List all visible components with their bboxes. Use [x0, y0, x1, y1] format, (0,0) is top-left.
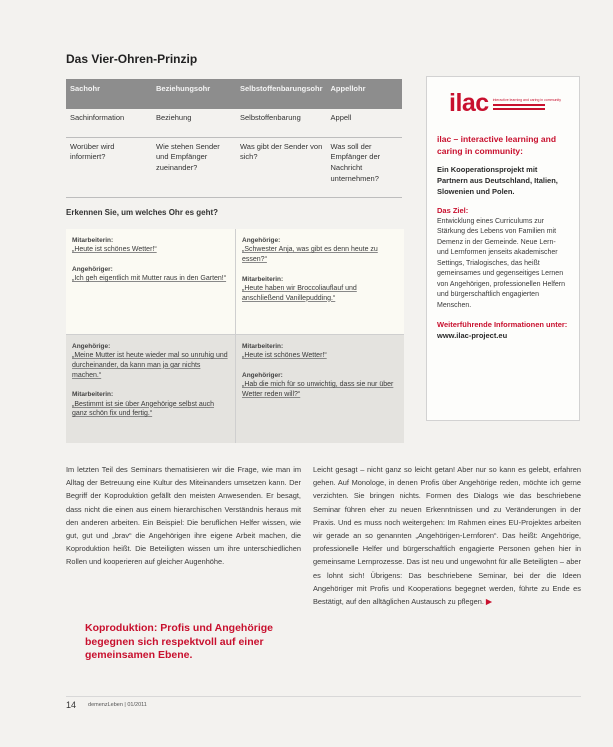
table-cell: Was gibt der Sender von sich?	[236, 137, 327, 197]
dialog-speaker: Mitarbeiterin:	[72, 391, 114, 399]
ilac-logo-bars	[493, 98, 561, 110]
goal-text: Entwicklung eines Curriculums zur Stärkung des Lebens von Familien mit Demenz in der Gemeinde. Neue Lern- und Lernformen jenseits akademischer Settings, Trialogisches, das heißt gemeinsames und gegenseitiges Lernen von Angehörigen, professionellen Helfern und bürgerschaftlich engagierten Menschen.	[437, 217, 566, 309]
dialog-quote: „Heute ist schönes Wetter!“	[72, 246, 157, 254]
dialog-box	[66, 229, 235, 334]
table-cell: Wie stehen Sender und Empfänger zueinander?	[152, 137, 236, 197]
table-header-cell: Beziehungsohr	[152, 79, 236, 109]
table-cell: Was soll der Empfänger der Nachricht unternehmen?	[327, 137, 402, 197]
dialog-quote: „Heute haben wir Broccoliauflauf und anschließend Vanillepudding.“	[242, 284, 357, 302]
dialog-box	[235, 229, 404, 334]
publication-name: demenzLeben | 01/2011	[88, 702, 147, 708]
ilac-info-box	[426, 76, 580, 421]
ilac-logo	[449, 91, 569, 116]
table-header-cell: Sachohr	[66, 79, 152, 109]
dialog-quote: „Ich geh eigentlich mit Mutter raus in den Garten!“	[72, 274, 227, 282]
dialog-box	[66, 334, 235, 443]
table-cell: Sachinformation	[66, 109, 152, 137]
dialog-speaker: Mitarbeiterin:	[242, 275, 284, 283]
dialog-speaker: Angehöriger:	[72, 265, 113, 273]
dialog-speaker: Angehörige:	[72, 343, 111, 350]
page-title: Das Vier-Ohren-Prinzip	[66, 52, 198, 66]
body-text-right-content: Leicht gesagt – nicht ganz so leicht getan! Aber nur so kann es gelebt, erfahren gehen. Auf Monologe, in denen Profis über Angehörige reden, möchte ich gerne verzichten. Sie bringen nichts. Formen des Dialogs wie das beschriebene Seminar führen eher zu neuen Erkenntnissen und zu Veränderungen in der Praxis. Und es muss noch weitergehen: Im Rahmen eines EU-Projektes arbeiten wir gerade an so genannten „Angehörigen-Lernforen“. Das heißt: Angehörige, professionelle Helfer und bürgerschaftlich engagierte Personen gehen hier in gemeinsame Lernprozesse. Das ist neu und ungewohnt für alle Beteiligten – aber es lohnt sich! Übrigens: Das beschriebene Seminar, bei der die Ideen Angehöriger mit Profis und Kooperations begegnet werden, führte zu Ende es Bestätigt, auf den alltäglichen Austausch zu pflegen.	[313, 465, 581, 607]
body-text-left: Im letzten Teil des Seminars thematisieren wir die Frage, wie man im Alltag der Betreuung eine Kultur des Miteinanders umsetzen kann. Der Begriff der Koproduktion gefällt den meisten Anwesenden. Er besagt, dass nicht die einen aus einem hierarchischen Verständnis heraus mit den anderen arbeiten. Ein Beispiel: Die beruflichen Helfer wissen, wie gut, gut und „brav“ die Angehörigen ihre eigene Arbeit machen, die Koproduktion heißt. Die Beteiligten wissen um ihre unterschiedlichen Rollen und kooperieren auf gleicher Augenhöhe.	[66, 465, 301, 567]
table-header-cell: Selbstoffenbarungsohr	[236, 79, 327, 109]
dialog-quote: „Bestimmt ist sie über Angehörige selbst auch ganz schön fix und fertig.“	[72, 400, 215, 418]
dialog-speaker: Mitarbeiterin:	[72, 237, 114, 244]
page-number: 14	[66, 700, 77, 710]
table-cell: Beziehung	[152, 109, 236, 137]
table-cell: Worüber wird informiert?	[66, 137, 152, 197]
table-cell: Appell	[327, 109, 402, 137]
end-mark-icon: ▶	[486, 597, 492, 607]
body-text-right	[313, 463, 581, 608]
box-title: ilac – interactive learning and caring in community:	[437, 134, 557, 156]
dialog-speaker: Angehöriger:	[242, 371, 283, 379]
goal-heading: Das Ziel:	[437, 206, 469, 216]
table-header-cell: Appellohr	[327, 79, 402, 109]
quiz-question: Erkennen Sie, um welches Ohr es geht?	[66, 208, 219, 217]
dialog-grid	[66, 229, 404, 443]
dialog-speaker: Mitarbeiterin:	[242, 343, 284, 350]
dialog-quote: „Schwester Anja, was gibt es denn heute zu essen?“	[242, 246, 378, 263]
dialog-quote: „Meine Mutter ist heute wieder mal so unruhig und durcheinander, da kann man ja gar nichts machen.“	[72, 352, 228, 379]
footer-divider	[66, 696, 581, 697]
table-row	[66, 109, 402, 137]
ilac-logo-word: ilac	[449, 89, 489, 117]
dialog-quote: „Heute ist schönes Wetter!“	[242, 352, 327, 360]
ilac-logo-tagline: interactive learning and caring in community	[492, 98, 561, 102]
box-subtitle: Ein Kooperationsprojekt mit Partnern aus Deutschland, Italien, Slowenien und Polen.	[437, 164, 558, 196]
project-link[interactable]: www.ilac-project.eu	[437, 330, 508, 340]
table-cell: Selbstoffenbarung	[236, 109, 327, 137]
four-ears-table	[66, 79, 402, 198]
dialog-speaker: Angehörige:	[242, 237, 281, 244]
pull-quote: Koproduktion: Profis und Angehörige begegnen sich respektvoll auf einer gemeinsamen Ebene.	[85, 622, 274, 662]
dialog-quote: „Hab die mich für so unwichtig, dass sie nur über Wetter reden will?“	[242, 380, 394, 398]
table-header-row	[66, 79, 402, 109]
link-heading: Weiterführende Informationen unter:	[437, 320, 568, 330]
dialog-box	[235, 334, 404, 443]
table-row	[66, 137, 402, 197]
page-footer	[66, 700, 147, 710]
